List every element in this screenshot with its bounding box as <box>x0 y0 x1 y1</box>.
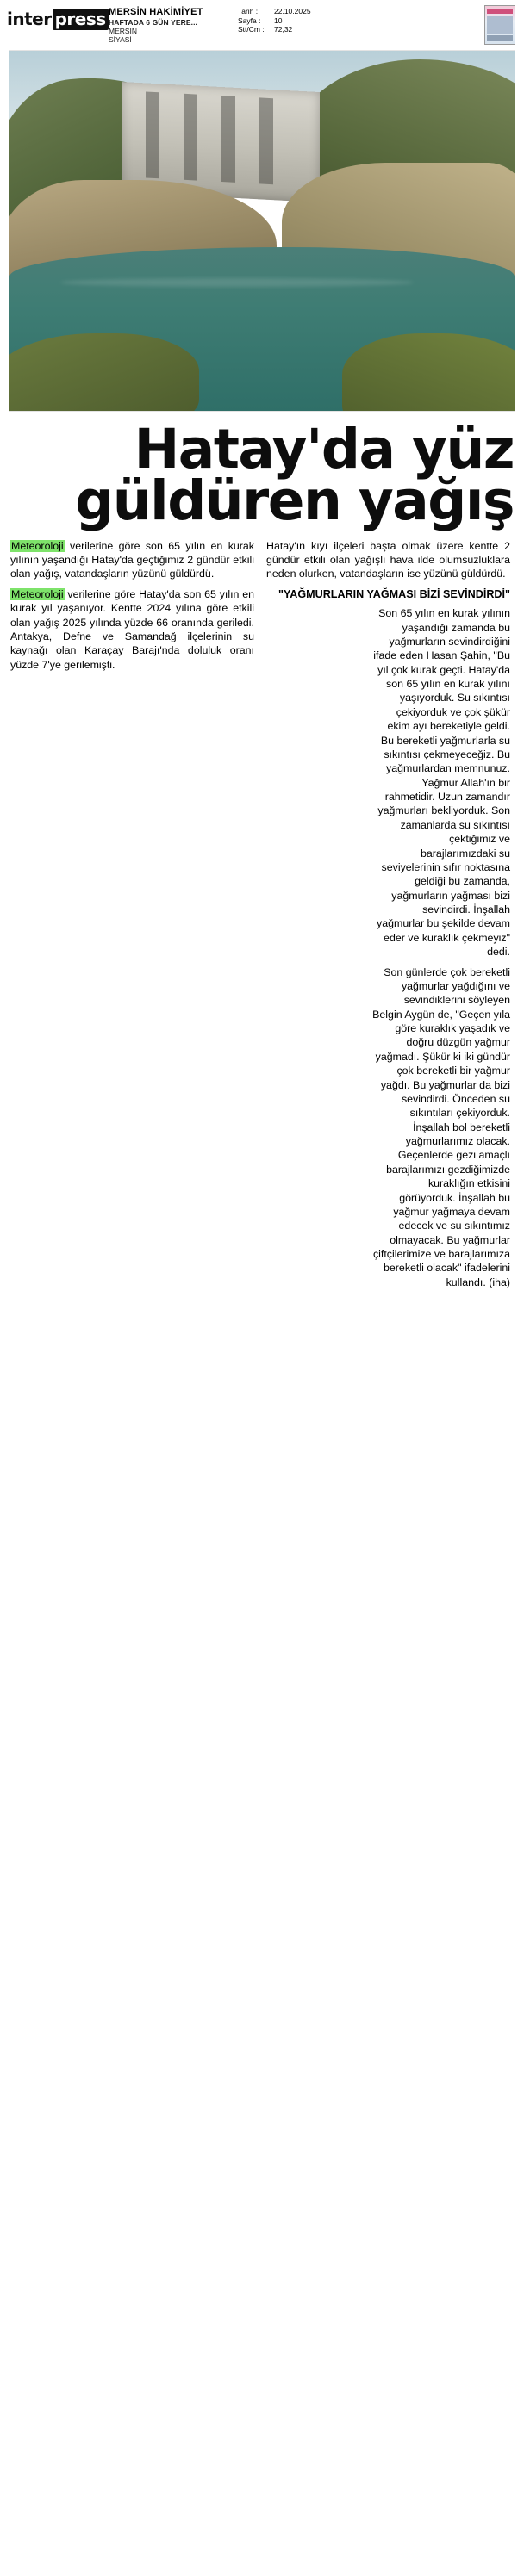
paragraph-right-2: Son günlerde çok bereketli yağmurlar yağdığını ve sevindiklerini söyleyen Belgin Aygün de, "Geçen yıla göre kuraklık yaşadık ve doğru düzgün yağmur yağmadı. Şükür ki iki gündür çok bereketli bir yağmur yağdı. Bu yağmurlar da bizi sevindirdi. Önceden su sıkıntıları çekiyorduk. İnşallah bol bereketli yağmurlarımız olacak. Geçenlerde gezi amaçlı barajlarımızı gezdiğimizde kuraklığın etkisini görüyorduk. İnşallah bu yağmur yağmaya devam edecek ve su sıkıntımız olmayacak. Bu yağmurlar çiftçilerimize ve barajlarımıza bereketli olacak" ifadelerini kullandı. (iha) <box>372 965 510 1288</box>
highlight-keyword-2: Meteoroloji <box>11 587 64 600</box>
article-body <box>0 534 524 1295</box>
paragraph-left-2 <box>10 587 254 672</box>
meta-value-column-cm: 72,32 <box>274 25 293 34</box>
headline-line-2: güldüren yağış <box>75 469 514 532</box>
page-title <box>0 412 524 534</box>
headline-line-1: Hatay'da yüz <box>134 418 514 481</box>
meta-key-column-cm: Stt/Cm : <box>238 25 265 34</box>
meta-value-date: 22.10.2025 <box>274 7 311 16</box>
article-column-left <box>10 539 254 1295</box>
photo-foreground-vegetation-right <box>342 333 515 412</box>
dam-slot-1 <box>146 91 159 178</box>
logo-box-text: press <box>53 9 109 30</box>
clipping-meta <box>238 5 476 34</box>
meta-row-column-cm <box>238 25 476 34</box>
thumbnail-line <box>487 35 513 41</box>
meta-key-date: Tarih : <box>238 7 259 16</box>
dam-slot-4 <box>259 97 273 184</box>
highlight-keyword-1: Meteoroloji <box>11 539 64 552</box>
paragraph-left-1 <box>10 539 254 581</box>
publication-name: MERSİN HAKİMİYET <box>109 7 203 17</box>
photo-foreground-vegetation-left <box>9 333 199 412</box>
article-narrow-text <box>372 606 510 1289</box>
meta-row-page <box>238 16 476 26</box>
paragraph-left-1-text: verilerine göre son 65 yılın en kurak yılının yaşandığı Hatay'da geçtiğimiz 2 gündür etkili olan yağış, vatandaşların yüzünü güldürdü. <box>10 539 254 580</box>
photo-scene <box>9 51 515 411</box>
publication-city: MERSİN <box>109 26 138 35</box>
publication-subtitle: HAFTADA 6 GÜN YERE... <box>109 17 198 27</box>
interpress-logo <box>7 5 106 30</box>
logo-text: inter <box>7 9 52 29</box>
page-thumbnail <box>484 5 515 45</box>
meta-row-date <box>238 7 476 16</box>
publication-info <box>109 5 229 44</box>
article-column-right <box>266 539 510 1295</box>
paragraph-right-lead: Hatay'ın kıyı ilçeleri başta olmak üzere kentte 2 gündür etkili olan yağışlı hava ilde olumsuzluklara neden olurken, vatandaşların ise yüzünü güldürdü. <box>266 539 510 580</box>
article-photo <box>9 50 515 412</box>
dam-slot-3 <box>221 96 235 183</box>
meta-key-page: Sayfa : <box>238 16 261 25</box>
clipping-header <box>0 0 524 48</box>
article-subheading: "YAĞMURLARIN YAĞMASI BİZİ SEVİNDİRDİ" <box>278 587 510 600</box>
paragraph-right-1: Son 65 yılın en kurak yılının yaşandığı zamanda bu yağmurların sevindirdiğini ifade eden Hasan Şahin, "Bu yıl çok kurak geçti. Hatay'da son 65 yılın en kurak yılını yaşıyorduk. Su sıkıntısı çekiyorduk ve çok şükür ekim ayı bereketiyle geldi. Bu bereketli yağmurlarla su sıkıntısı çekmeyeceğiz. Bu yağmurlardan memnunuz. Yağmur Allah'ın bir rahmetidir. Uzun zamandır yağmurları bekliyorduk. Son zamanlarda su sıkıntısı çektiğimiz ve barajlarımızdaki su seviyelerinin sıfır noktasına geldiği bu zamanda, yağmurların yağması bizi sevindirdi. İnşallah yağmurlar bu şekilde devam eder ve kuraklık çekmeyiz" dedi. <box>373 607 510 959</box>
publication-category: SİYASİ <box>109 35 132 44</box>
paragraph-left-2-text: verilerine göre Hatay'da son 65 yılın en kurak yıl yaşanıyor. Kentte 2024 yılına göre etkili olan yağış 2025 yılında yüzde 66 oranında geriledi. Antakya, Defne ve Samandağ ilçelerinin su kaynağı olan Karaçay Barajı'nda doluluk oranı yüzde 7'ye gerilemişti. <box>10 587 254 671</box>
meta-value-page: 10 <box>274 16 283 25</box>
dam-slot-2 <box>184 94 197 181</box>
